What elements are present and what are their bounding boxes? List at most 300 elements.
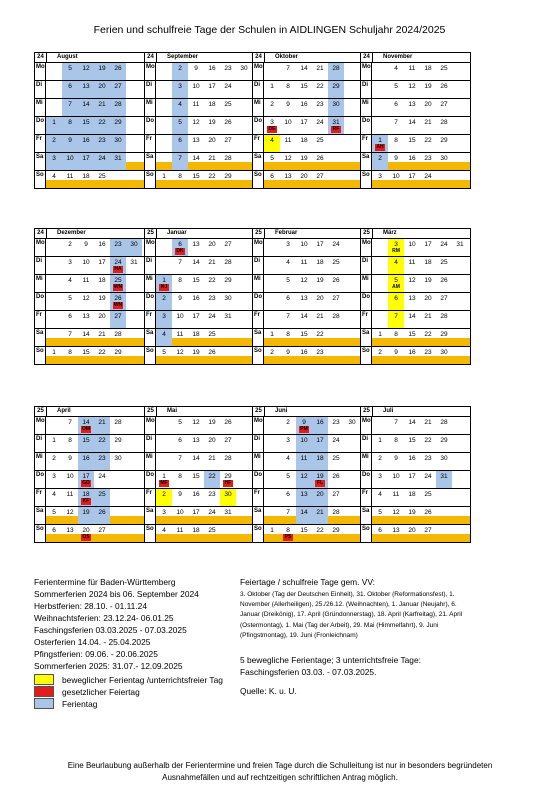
day-cell: [78, 471, 94, 488]
day-number: 4: [286, 259, 290, 266]
weekday-label: Mo: [35, 417, 46, 434]
day-cell: [388, 471, 404, 488]
day-number: 20: [424, 101, 432, 108]
day-row: [361, 417, 470, 435]
day-cell: [156, 275, 172, 292]
day-cell: [188, 63, 204, 80]
month-name: März: [383, 230, 397, 236]
day-number: 29: [440, 331, 448, 338]
day-number: 19: [98, 65, 106, 72]
day-number: 7: [286, 313, 290, 320]
day-cell: [404, 293, 420, 310]
day-cell: [220, 275, 236, 292]
day-row: [361, 293, 470, 311]
bottom-note: Eine Beurlaubung außerhalb der Ferientermine und freien Tage durch die Schulleitung ist nur in besonders begründeten Ausnahmefällen und auf rechtzeitigen schriftlichen Antrag möglich.: [67, 761, 493, 782]
day-number: 24: [114, 259, 122, 266]
day-row: [253, 171, 362, 188]
day-number: 24: [316, 119, 324, 126]
day-number: 10: [392, 173, 400, 180]
day-row: [145, 489, 254, 507]
day-row: [253, 257, 362, 275]
day-cell: [312, 257, 328, 274]
day-row: [361, 507, 470, 525]
day-cell: [126, 293, 142, 310]
day-cell: [296, 81, 312, 98]
month-header: [35, 407, 144, 417]
weekday-label: Mi: [253, 99, 264, 116]
day-cell: [188, 489, 204, 506]
day-cell: [420, 329, 436, 346]
day-cell: [372, 153, 388, 170]
day-cell: [172, 489, 188, 506]
day-cell: [344, 329, 360, 346]
month-name: Dezember: [57, 230, 86, 236]
day-cell: [280, 293, 296, 310]
day-cell: [404, 329, 420, 346]
day-cell: [436, 417, 452, 434]
day-cell: [156, 257, 172, 274]
day-cell: [404, 453, 420, 470]
weekday-label: Do: [35, 117, 46, 134]
day-cell: [62, 81, 78, 98]
day-cell: [388, 171, 404, 188]
day-cell: [312, 435, 328, 452]
day-row: [253, 329, 362, 347]
day-cell: [188, 239, 204, 256]
day-cell: [94, 329, 110, 346]
day-cell: [388, 257, 404, 274]
day-number: 26: [316, 155, 324, 162]
day-cell: [78, 257, 94, 274]
day-cell: [420, 417, 436, 434]
day-cell: [452, 293, 468, 310]
day-cell: [280, 489, 296, 506]
day-number: 30: [332, 101, 340, 108]
weekday-label: Sa: [253, 329, 264, 346]
day-number: 11: [392, 491, 400, 498]
day-number: 11: [408, 259, 416, 266]
day-cell: [126, 417, 142, 434]
day-number: 20: [208, 241, 216, 248]
day-cell: [388, 311, 404, 328]
day-cell: [344, 507, 360, 524]
day-cell: [78, 453, 94, 470]
weekday-label: Di: [361, 81, 372, 98]
month-name: Januar: [167, 230, 187, 236]
day-number: 17: [192, 313, 200, 320]
day-row: [145, 239, 254, 257]
day-cell: [220, 347, 236, 364]
weekday-label: Do: [145, 293, 156, 310]
day-number: 4: [162, 331, 166, 338]
weekday-label: So: [145, 171, 156, 188]
day-number: 31: [440, 473, 448, 480]
day-number: 1: [378, 331, 382, 338]
day-cell: [46, 275, 62, 292]
day-cell: [264, 99, 280, 116]
day-cell: [264, 117, 280, 134]
weekday-label: Mo: [145, 417, 156, 434]
day-cell: [236, 63, 252, 80]
day-cell: [344, 471, 360, 488]
day-number: 30: [224, 491, 232, 498]
day-cell: [328, 153, 344, 170]
day-cell: [156, 435, 172, 452]
day-cell: [452, 311, 468, 328]
day-number: 27: [224, 437, 232, 444]
day-cell: [264, 153, 280, 170]
day-row: [145, 311, 254, 329]
day-row: [253, 293, 362, 311]
day-cell: [372, 329, 388, 346]
legend-label: gesetzlicher Feiertag: [62, 686, 140, 697]
day-cell: [372, 239, 388, 256]
weekday-label: Sa: [145, 507, 156, 524]
day-number: 22: [98, 119, 106, 126]
weekday-label: Fr: [145, 311, 156, 328]
day-row: [361, 275, 470, 293]
day-cell: [372, 489, 388, 506]
day-cell: [220, 257, 236, 274]
day-cell: [204, 311, 220, 328]
day-cell: [264, 171, 280, 188]
day-cell: [204, 417, 220, 434]
day-row: [35, 507, 144, 525]
day-cell: [312, 171, 328, 188]
day-number: 20: [408, 527, 416, 534]
day-cell: [126, 489, 142, 506]
weekday-label: Fr: [145, 135, 156, 152]
day-cell: [236, 135, 252, 152]
day-number: 24: [208, 509, 216, 516]
day-cell: [156, 63, 172, 80]
weekday-label: Mi: [361, 99, 372, 116]
day-cell: [312, 99, 328, 116]
holiday-tag: OS: [82, 534, 90, 540]
day-number: 25: [440, 259, 448, 266]
day-cell: [388, 63, 404, 80]
day-cell: [126, 525, 142, 542]
day-cell: [420, 311, 436, 328]
day-number: 8: [286, 331, 290, 338]
weekday-label: Sa: [361, 507, 372, 524]
day-cell: [264, 347, 280, 364]
day-number: 31: [224, 509, 232, 516]
day-cell: [452, 525, 468, 542]
day-cell: [312, 135, 328, 152]
day-cell: [328, 453, 344, 470]
holiday-tag: KF: [82, 498, 90, 504]
day-cell: [156, 99, 172, 116]
day-cell: [344, 63, 360, 80]
day-cell: [312, 489, 328, 506]
day-cell: [328, 471, 344, 488]
day-cell: [46, 153, 62, 170]
source-label: Quelle: K. u. U.: [240, 686, 297, 696]
day-cell: [94, 435, 110, 452]
legend-item: [34, 698, 97, 709]
day-number: 26: [440, 83, 448, 90]
fasching-days: Faschingsferien 03.03. - 07.03.2025.: [240, 667, 377, 677]
day-cell: [46, 525, 62, 542]
day-cell: [388, 507, 404, 524]
day-number: 8: [178, 473, 182, 480]
day-cell: [280, 239, 296, 256]
day-cell: [344, 417, 360, 434]
week-number: 25: [253, 407, 265, 416]
day-cell: [436, 99, 452, 116]
day-number: 23: [316, 101, 324, 108]
day-number: 5: [68, 295, 72, 302]
day-cell: [188, 525, 204, 542]
day-number: 31: [114, 155, 122, 162]
day-number: 6: [394, 101, 398, 108]
day-cell: [94, 311, 110, 328]
day-number: 6: [178, 241, 182, 248]
day-cell: [46, 135, 62, 152]
day-cell: [236, 257, 252, 274]
day-number: 18: [208, 101, 216, 108]
day-cell: [452, 471, 468, 488]
day-row: [253, 239, 362, 257]
day-cell: [110, 275, 126, 292]
day-cell: [236, 153, 252, 170]
day-cell: [110, 329, 126, 346]
day-number: 1: [270, 331, 274, 338]
day-number: 11: [82, 277, 90, 284]
weekday-label: Do: [253, 293, 264, 310]
day-number: 12: [408, 277, 416, 284]
day-cell: [280, 329, 296, 346]
day-cell: [264, 417, 280, 434]
day-number: 29: [224, 277, 232, 284]
day-number: 13: [284, 173, 292, 180]
day-number: 24: [208, 313, 216, 320]
weekday-label: So: [145, 525, 156, 542]
day-number: 4: [286, 455, 290, 462]
day-cell: [404, 153, 420, 170]
day-cell: [110, 171, 126, 188]
day-cell: [452, 63, 468, 80]
day-number: 2: [162, 295, 166, 302]
day-cell: [436, 63, 452, 80]
day-cell: [110, 63, 126, 80]
day-cell: [126, 117, 142, 134]
day-cell: [110, 453, 126, 470]
day-number: 19: [208, 119, 216, 126]
month-header: [145, 53, 254, 63]
day-number: 27: [224, 241, 232, 248]
day-number: 28: [440, 313, 448, 320]
day-row: [253, 99, 362, 117]
day-cell: [62, 453, 78, 470]
day-cell: [94, 293, 110, 310]
day-row: [35, 99, 144, 117]
day-cell: [156, 489, 172, 506]
day-number: 26: [424, 509, 432, 516]
day-number: 23: [424, 349, 432, 356]
day-cell: [78, 507, 94, 524]
day-cell: [388, 347, 404, 364]
day-cell: [436, 117, 452, 134]
day-row: [145, 347, 254, 364]
day-row: [35, 453, 144, 471]
day-cell: [404, 63, 420, 80]
day-cell: [172, 99, 188, 116]
day-cell: [372, 417, 388, 434]
day-cell: [312, 471, 328, 488]
day-cell: [156, 311, 172, 328]
month-header: [361, 229, 470, 239]
day-number: 27: [440, 295, 448, 302]
day-cell: [436, 489, 452, 506]
day-number: 26: [332, 473, 340, 480]
holiday-tag: DE: [268, 126, 276, 132]
day-cell: [280, 453, 296, 470]
holiday-tag: PS: [284, 534, 292, 540]
legend-label: beweglicher Ferientag /unterrichtsfreier Tag: [62, 674, 223, 685]
day-number: 3: [178, 83, 182, 90]
day-cell: [436, 135, 452, 152]
day-cell: [420, 135, 436, 152]
day-number: 11: [300, 455, 308, 462]
day-number: 16: [98, 241, 106, 248]
day-number: 2: [270, 349, 274, 356]
day-cell: [236, 171, 252, 188]
day-cell: [110, 257, 126, 274]
day-number: 10: [192, 83, 200, 90]
day-cell: [344, 239, 360, 256]
day-cell: [296, 347, 312, 364]
day-cell: [78, 275, 94, 292]
day-number: 16: [82, 455, 90, 462]
day-number: 14: [408, 419, 416, 426]
day-cell: [280, 525, 296, 542]
day-cell: [372, 347, 388, 364]
day-cell: [420, 489, 436, 506]
day-cell: [420, 525, 436, 542]
day-cell: [312, 311, 328, 328]
day-cell: [328, 99, 344, 116]
day-number: 3: [394, 241, 398, 248]
day-number: 1: [270, 83, 274, 90]
day-cell: [126, 135, 142, 152]
month-märz: [360, 228, 471, 365]
day-cell: [236, 239, 252, 256]
weekday-label: Mo: [145, 239, 156, 256]
day-number: 28: [114, 419, 122, 426]
weekday-label: Mo: [253, 417, 264, 434]
day-number: 2: [270, 101, 274, 108]
day-cell: [404, 347, 420, 364]
day-number: 20: [208, 437, 216, 444]
legend-item: [34, 686, 140, 697]
day-row: [35, 135, 144, 153]
day-cell: [388, 117, 404, 134]
day-cell: [452, 171, 468, 188]
blue-swatch: [34, 698, 54, 709]
day-cell: [172, 417, 188, 434]
day-cell: [188, 153, 204, 170]
day-cell: [46, 311, 62, 328]
day-number: 17: [408, 473, 416, 480]
month-dezember: [34, 228, 145, 365]
day-row: [35, 525, 144, 542]
day-cell: [236, 347, 252, 364]
day-cell: [46, 329, 62, 346]
day-number: 29: [332, 83, 340, 90]
day-cell: [46, 489, 62, 506]
day-number: 5: [286, 277, 290, 284]
day-cell: [296, 525, 312, 542]
day-cell: [420, 347, 436, 364]
day-number: 14: [82, 331, 90, 338]
day-number: 16: [300, 101, 308, 108]
day-cell: [372, 311, 388, 328]
day-number: 28: [224, 155, 232, 162]
day-number: 9: [286, 101, 290, 108]
day-number: 13: [66, 527, 74, 534]
day-number: 6: [286, 491, 290, 498]
weekday-label: Mi: [35, 275, 46, 292]
day-number: 3: [378, 473, 382, 480]
day-cell: [78, 63, 94, 80]
day-cell: [126, 153, 142, 170]
day-cell: [204, 63, 220, 80]
day-number: 16: [408, 455, 416, 462]
day-cell: [156, 347, 172, 364]
movable-days: 5 bewegliche Ferientage; 3 unterrichtsfreie Tage:: [240, 655, 421, 665]
day-number: 2: [378, 349, 382, 356]
day-number: 24: [98, 473, 106, 480]
day-cell: [220, 489, 236, 506]
weekday-label: Di: [145, 257, 156, 274]
day-number: 23: [114, 241, 122, 248]
weekday-label: So: [35, 171, 46, 188]
day-cell: [328, 525, 344, 542]
day-cell: [110, 293, 126, 310]
day-row: [253, 63, 362, 81]
day-row: [361, 99, 470, 117]
day-row: [145, 471, 254, 489]
month-august: [34, 52, 145, 189]
day-cell: [404, 81, 420, 98]
day-number: 22: [316, 331, 324, 338]
day-cell: [372, 453, 388, 470]
weekday-label: Sa: [145, 329, 156, 346]
day-number: 15: [192, 277, 200, 284]
day-number: 13: [82, 83, 90, 90]
day-cell: [264, 63, 280, 80]
weekday-label: Mi: [35, 453, 46, 470]
day-cell: [420, 239, 436, 256]
day-cell: [236, 525, 252, 542]
day-cell: [172, 525, 188, 542]
day-cell: [328, 81, 344, 98]
day-number: 31: [130, 259, 138, 266]
day-cell: [62, 117, 78, 134]
weekday-label: Fr: [361, 311, 372, 328]
weekday-label: Fr: [145, 489, 156, 506]
day-number: 18: [98, 277, 106, 284]
day-number: 3: [286, 241, 290, 248]
holiday-tag: OM: [81, 426, 91, 432]
weekday-label: So: [361, 525, 372, 542]
day-number: 6: [378, 527, 382, 534]
day-number: 10: [66, 155, 74, 162]
day-number: 21: [424, 119, 432, 126]
day-cell: [312, 417, 328, 434]
